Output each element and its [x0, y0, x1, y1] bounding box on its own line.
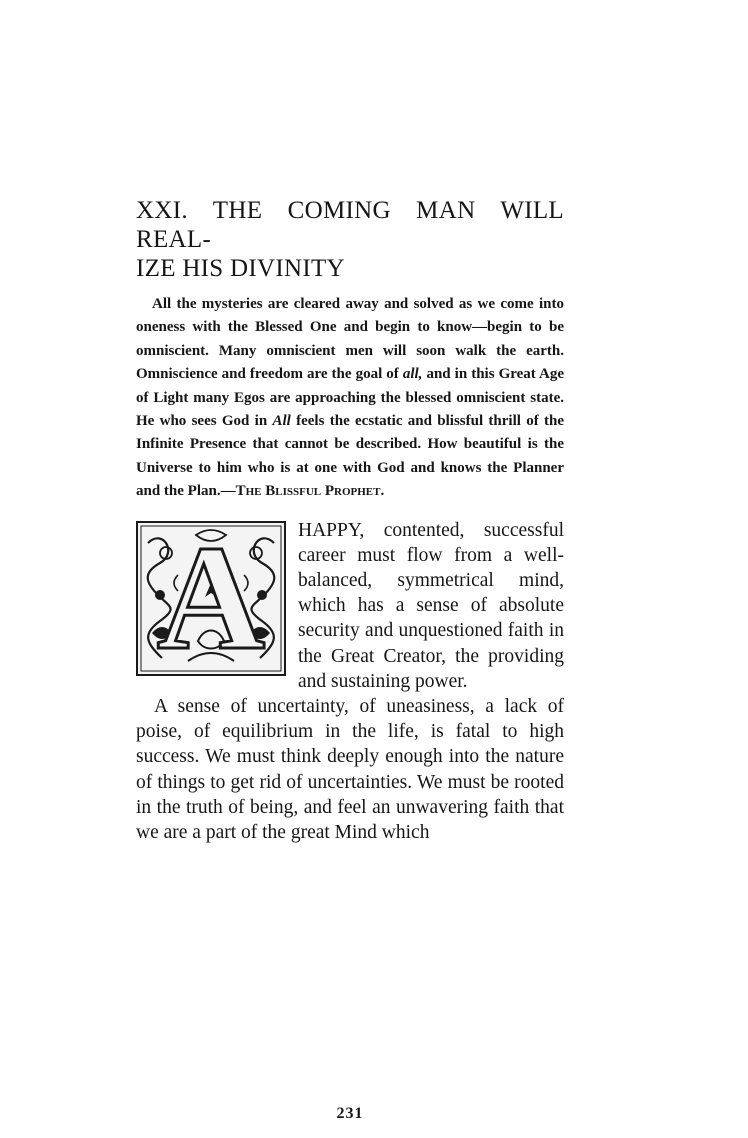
paragraph-1: HAPPY, contented, successful career must flow from a well-balanced, symmetrical mind, which has a sense of absolute security and unquestioned faith in the Great Creator, the providing and sustaining power.: [298, 519, 564, 692]
drop-cap-letter: A: [156, 514, 266, 681]
chapter-title-line-2: IZE HIS DIVINITY: [136, 255, 345, 282]
epigraph-text-part-2: and in this Great Age of Light many Egos are approaching the blessed omniscient state. He who sees God in: [136, 366, 565, 430]
epigraph-text-part-1: All the mysteries are cleared away and solved as we come into oneness with the Blessed One and begin to know—begin to be omniscient. Many omniscient men will soon walk the earth. Omniscience and freedom are the goal of: [136, 296, 564, 383]
epigraph-text-part-3: feels the ecstatic and blissful thrill of the Infinite Presence that cannot be described. How beautiful is the Universe to him who is at one with God and knows the Planner and the Plan.—: [136, 413, 564, 500]
epigraph-indent: [136, 296, 152, 312]
chapter-title: [136, 196, 564, 283]
paragraph-2: A sense of uncertainty, of uneasiness, a lack of poise, of equilibrium in the life, is fatal to high success. We must think deeply enough into the nature of things to get rid of uncertainties. We must be rooted in the truth of being, and feel an unwavering faith that we are a part of the great Mind which: [136, 696, 564, 844]
ornamental-drop-cap: [136, 514, 286, 681]
epigraph-emphasis-all-capital: All: [272, 413, 291, 430]
epigraph: [136, 293, 564, 504]
book-page: [136, 196, 565, 1122]
chapter-title-line-1: XXI. THE COMING MAN WILL REAL-: [136, 197, 564, 253]
epigraph-attribution: The Blissful Prophet.: [235, 483, 385, 500]
page-number: 231: [336, 1105, 364, 1122]
epigraph-emphasis-all: all,: [402, 366, 423, 383]
body-text: [136, 514, 564, 846]
